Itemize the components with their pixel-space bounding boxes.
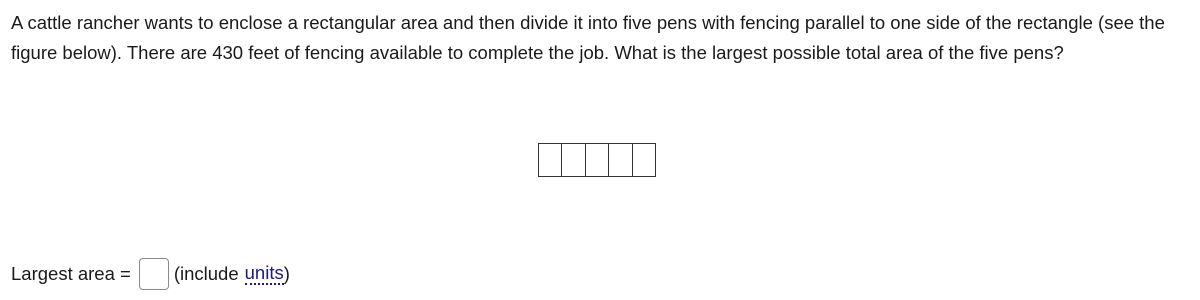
- answer-input[interactable]: [139, 258, 169, 290]
- pen-3: [586, 144, 609, 176]
- question-text: A cattle rancher wants to enclose a rectangular area and then divide it into five pens with fencing parallel to one side of the rectangle (see the figure below). There are 430 feet of fencing available to complete the job. What is the largest possible total area of the five pens?: [11, 12, 1165, 63]
- units-link[interactable]: units: [245, 263, 284, 285]
- answer-row: [11, 256, 290, 292]
- pen-1: [539, 144, 562, 176]
- pen-2: [562, 144, 585, 176]
- five-pens-figure: [538, 143, 656, 177]
- units-suffix: ): [283, 263, 290, 284]
- pen-4: [609, 144, 632, 176]
- answer-label: Largest area =: [11, 263, 131, 284]
- pen-5: [633, 144, 655, 176]
- units-prefix: (include: [173, 263, 239, 284]
